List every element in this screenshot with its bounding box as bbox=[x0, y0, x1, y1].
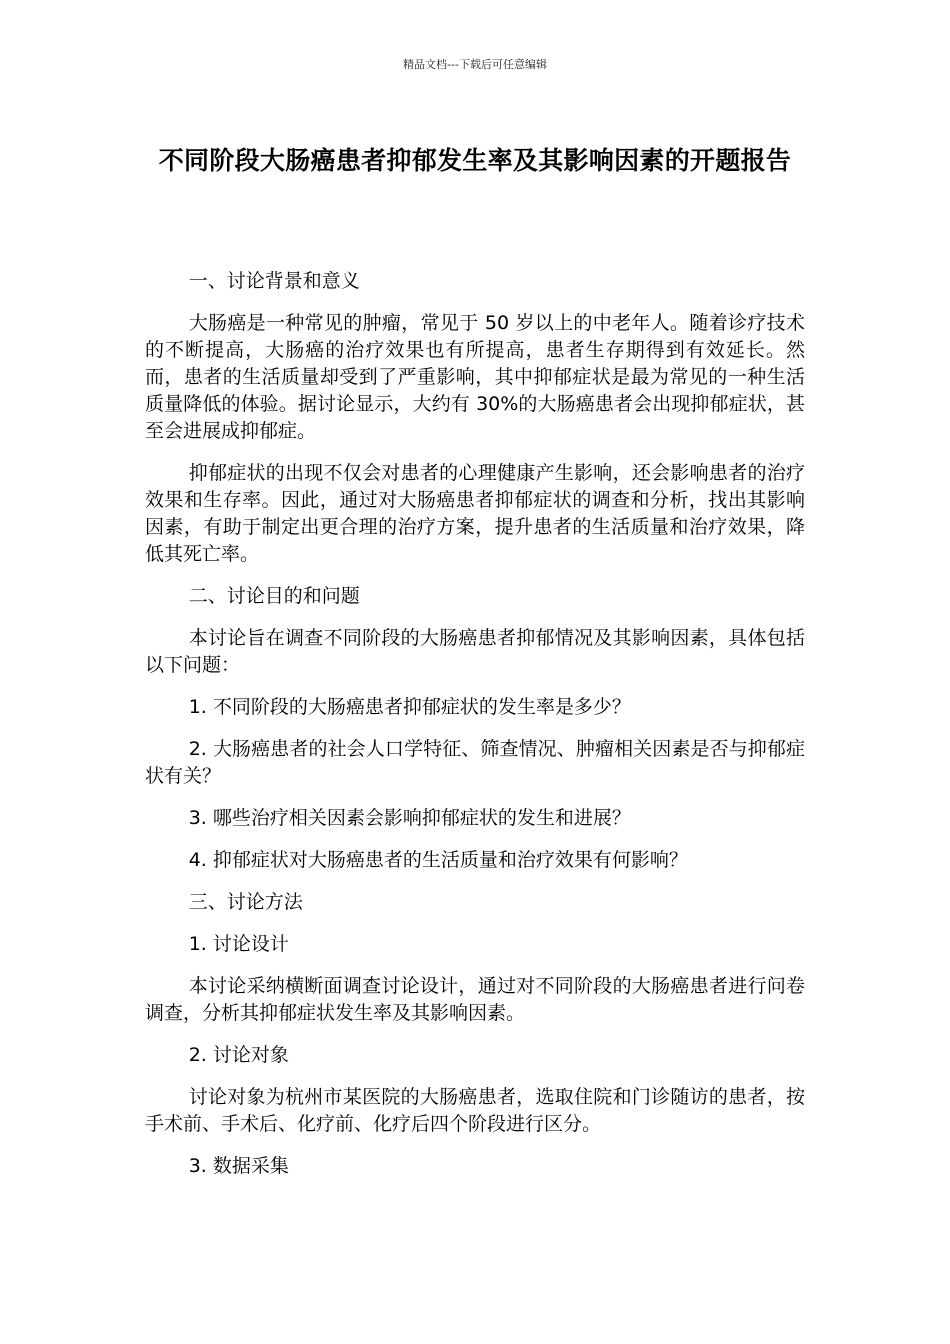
question-3: 3. 哪些治疗相关因素会影响抑郁症状的发生和进展？ bbox=[188, 807, 631, 829]
document-title: 不同阶段大肠癌患者抑郁发生率及其影响因素的开题报告 bbox=[158, 146, 792, 175]
question-1: 1. 不同阶段的大肠癌患者抑郁症状的发生率是多少？ bbox=[188, 696, 631, 718]
section-1-heading: 一、讨论背景和意义 bbox=[188, 270, 360, 292]
section-2-heading: 二、讨论目的和问题 bbox=[188, 585, 360, 607]
section-1-paragraph-2: 抑郁症状的出现不仅会对患者的心理健康产生影响，还会影响患者的治疗效果和生存率。因此，通过对大肠癌患者抑郁症状的调查和分析，找出其影响因素，有助于制定出更合理的治疗方案，提升患者的生活质量和治疗效果，降低其死亡率。 bbox=[145, 462, 805, 565]
question-4: 4. 抑郁症状对大肠癌患者的生活质量和治疗效果有何影响？ bbox=[188, 849, 688, 871]
subsection-3-3-heading: 3. 数据采集 bbox=[188, 1155, 289, 1177]
subsection-3-1-heading: 1. 讨论设计 bbox=[188, 933, 289, 955]
subsection-3-1-paragraph: 本讨论采纳横断面调查讨论设计，通过对不同阶段的大肠癌患者进行问卷调查，分析其抑郁症状发生率及其影响因素。 bbox=[145, 975, 805, 1024]
subsection-3-2-heading: 2. 讨论对象 bbox=[188, 1044, 289, 1066]
document-body bbox=[145, 268, 805, 1195]
page-header: 精品文档---下载后可任意编辑 bbox=[403, 58, 547, 71]
question-2: 2. 大肠癌患者的社会人口学特征、筛查情况、肿瘤相关因素是否与抑郁症状有关？ bbox=[145, 738, 805, 787]
subsection-3-2-paragraph: 讨论对象为杭州市某医院的大肠癌患者，选取住院和门诊随访的患者，按手术前、手术后、化疗前、化疗后四个阶段进行区分。 bbox=[145, 1086, 805, 1135]
section-2-paragraph-1: 本讨论旨在调查不同阶段的大肠癌患者抑郁情况及其影响因素，具体包括以下问题： bbox=[145, 627, 805, 676]
section-3-heading: 三、讨论方法 bbox=[188, 891, 303, 913]
section-1-paragraph-1: 大肠癌是一种常见的肿瘤，常见于 50 岁以上的中老年人。随着诊疗技术的不断提高，大肠癌的治疗效果也有所提高，患者生存期得到有效延长。然而，患者的生活质量却受到了严重影响，其中抑郁症状是最为常见的一种生活质量降低的体验。据讨论显示，大约有 30%的大肠癌患者会出现抑郁症状，甚至会进展成抑郁症。 bbox=[145, 312, 805, 442]
